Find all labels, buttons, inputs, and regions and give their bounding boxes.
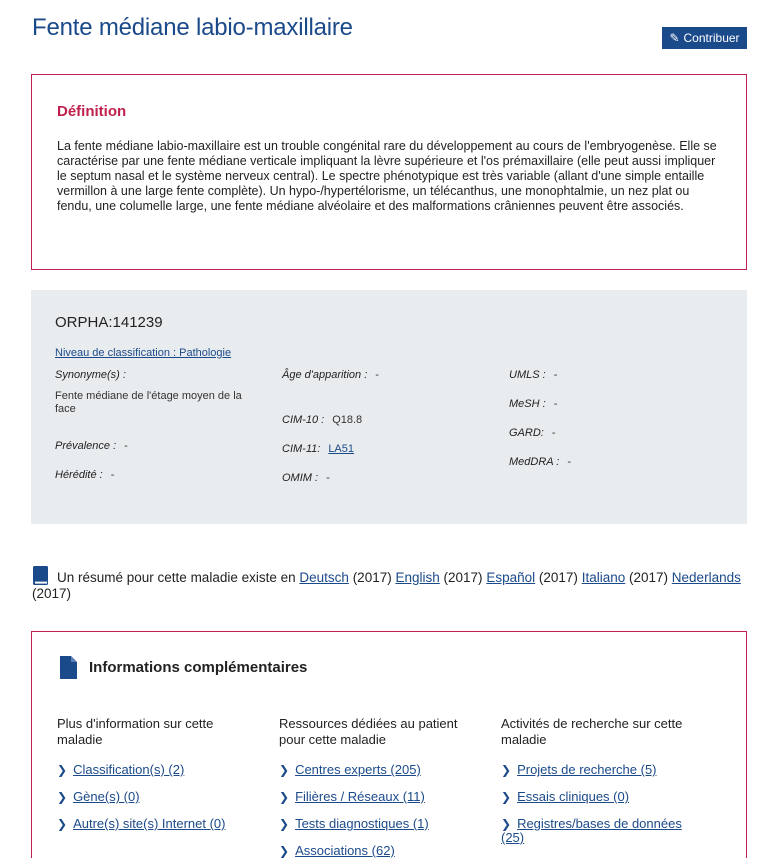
onset-field: Âge d'apparition : -	[282, 369, 379, 381]
list-item[interactable]	[279, 844, 479, 858]
omim-field: OMIM : -	[282, 472, 330, 484]
synonyms-value: Fente médiane de l'étage moyen de la face	[55, 390, 242, 415]
mesh-field: MeSH : -	[509, 398, 558, 410]
prevalence-field: Prévalence : -	[55, 440, 128, 452]
link-networks[interactable]: Filières / Réseaux (11)	[295, 789, 425, 804]
page-title: Fente médiane labio-maxillaire	[32, 14, 353, 41]
list-item[interactable]	[501, 817, 701, 845]
complementary-info-panel	[31, 631, 747, 858]
chevron-right-icon: ❯	[57, 790, 68, 804]
contribute-label: Contribuer	[683, 31, 740, 45]
chevron-right-icon: ❯	[279, 790, 290, 804]
chevron-right-icon: ❯	[279, 817, 290, 831]
cim11-link[interactable]: LA51	[328, 443, 355, 455]
link-associations[interactable]: Associations (62)	[295, 843, 395, 858]
summary-languages	[32, 566, 752, 602]
cim10-field: CIM-10 : Q18.8	[282, 414, 363, 426]
lang-year: (2017)	[538, 570, 578, 585]
lang-year: (2017)	[352, 570, 392, 585]
disease-info-panel	[31, 290, 747, 524]
column-heading: Activités de recherche sur cette maladie	[501, 716, 683, 747]
patient-resources-column	[279, 716, 479, 858]
list-item[interactable]	[501, 763, 701, 777]
definition-heading: Définition	[57, 103, 127, 120]
pencil-icon: ✎	[669, 31, 680, 45]
lang-year: (2017)	[443, 570, 483, 585]
list-item[interactable]	[501, 790, 701, 804]
chevron-right-icon: ❯	[279, 844, 290, 858]
gard-field: GARD: -	[509, 427, 556, 439]
cim11-field: CIM-11: LA51	[282, 443, 355, 455]
umls-field: UMLS : -	[509, 369, 558, 381]
document-icon	[60, 656, 77, 679]
link-clinical-trials[interactable]: Essais cliniques (0)	[517, 789, 630, 804]
chevron-right-icon: ❯	[57, 817, 68, 831]
heredity-field: Hérédité : -	[55, 469, 115, 481]
definition-text: La fente médiane labio-maxillaire est un trouble congénital rare du développement au cours de l'embryogenèse. Elle se caractérise par une fente médiane verticale impliquant la lèvre supérieure et l'os prémaxillaire (elle peut aussi impliquer le septum nasal et le système nerveux central). Le spectre phénotypique est très variable (allant d'une simple entaille vermillon à une large fente complète). Un hypo-/hypertélorisme, un télécanthus, une monophtalmie, un nez plat ou fendu, une columelle large, une fente médiane alvéolaire et des malformations crâniennes peuvent être associés.	[57, 139, 717, 213]
chevron-right-icon: ❯	[501, 763, 512, 777]
chevron-right-icon: ❯	[501, 790, 512, 804]
list-item[interactable]	[279, 763, 479, 777]
contribute-button[interactable]	[662, 27, 747, 49]
chevron-right-icon: ❯	[279, 763, 290, 777]
lang-link-espanol[interactable]: Español	[486, 570, 536, 585]
list-item[interactable]	[57, 790, 257, 804]
link-research-projects[interactable]: Projets de recherche (5)	[517, 762, 657, 777]
list-item[interactable]	[279, 790, 479, 804]
column-heading: Plus d'information sur cette maladie	[57, 716, 214, 747]
classification-level-link[interactable]: Niveau de classification : Pathologie	[55, 347, 232, 359]
lang-link-deutsch[interactable]: Deutsch	[299, 570, 349, 585]
meddra-field: MedDRA : -	[509, 456, 571, 468]
link-registries[interactable]: Registres/bases de données (25)	[501, 816, 682, 845]
chevron-right-icon: ❯	[57, 763, 68, 777]
info-column	[57, 716, 257, 844]
lang-link-nederlands[interactable]: Nederlands	[671, 570, 741, 585]
research-column	[501, 716, 701, 858]
lang-link-italiano[interactable]: Italiano	[581, 570, 626, 585]
chevron-right-icon: ❯	[501, 817, 512, 831]
list-item[interactable]	[57, 817, 257, 831]
link-genes[interactable]: Gène(s) (0)	[73, 789, 140, 804]
definition-panel	[31, 74, 747, 270]
summary-intro: Un résumé pour cette maladie existe en	[57, 570, 296, 585]
link-other-sites[interactable]: Autre(s) site(s) Internet (0)	[73, 816, 226, 831]
book-icon	[32, 566, 49, 585]
complementary-heading: Informations complémentaires	[89, 659, 308, 676]
orpha-code: ORPHA:141239	[55, 314, 163, 331]
lang-link-english[interactable]: English	[395, 570, 440, 585]
lang-year: (2017)	[629, 570, 669, 585]
link-diagnostic-tests[interactable]: Tests diagnostiques (1)	[295, 816, 429, 831]
link-classifications[interactable]: Classification(s) (2)	[73, 762, 185, 777]
link-expert-centres[interactable]: Centres experts (205)	[295, 762, 421, 777]
lang-year: (2017)	[32, 586, 72, 601]
list-item[interactable]	[279, 817, 479, 831]
synonyms-label: Synonyme(s) :	[55, 369, 126, 381]
column-heading: Ressources dédiées au patient pour cette maladie	[279, 716, 458, 747]
list-item[interactable]	[57, 763, 257, 777]
